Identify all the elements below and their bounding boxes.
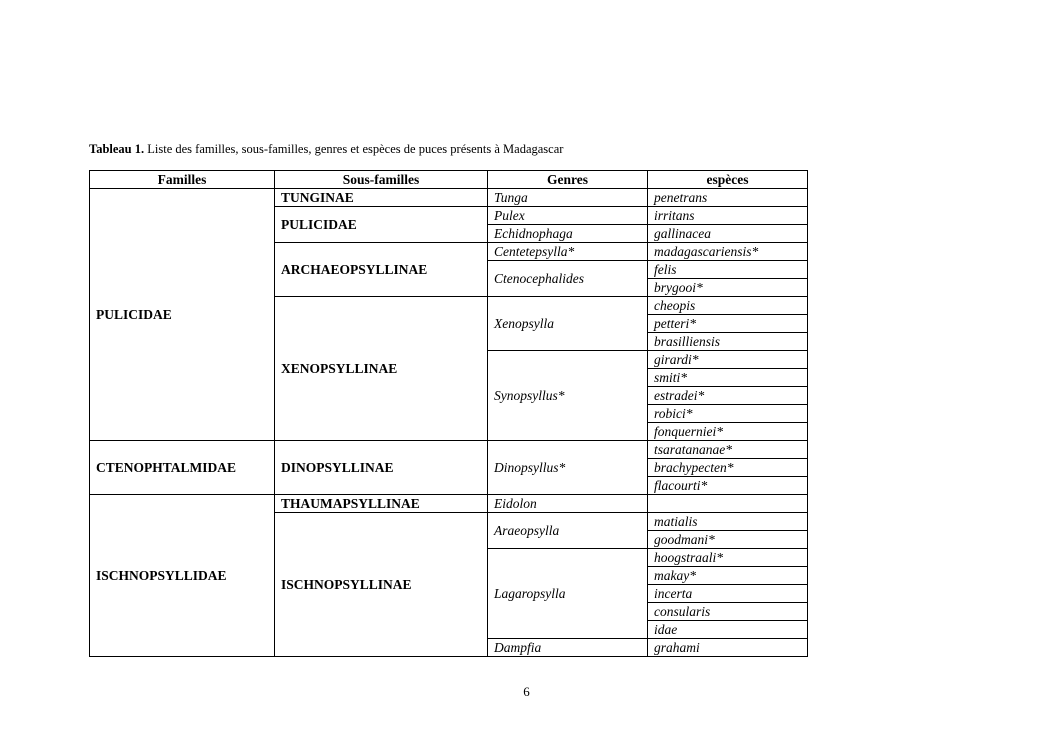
genus-cell: Araeopsylla [488,513,648,549]
species-cell [648,495,808,513]
species-cell: goodmani* [648,531,808,549]
species-cell: petteri* [648,315,808,333]
species-cell: hoogstraali* [648,549,808,567]
header-genres: Genres [488,171,648,189]
table-row [90,441,808,459]
species-cell: irritans [648,207,808,225]
genus-cell: Tunga [488,189,648,207]
species-cell: girardi* [648,351,808,369]
species-cell: cheopis [648,297,808,315]
table-row [90,495,808,513]
genus-cell: Synopsyllus* [488,351,648,441]
page-number: 6 [523,684,530,699]
species-cell: flacourti* [648,477,808,495]
species-cell: madagascariensis* [648,243,808,261]
genus-cell: Dampfia [488,639,648,657]
species-cell: makay* [648,567,808,585]
species-cell: incerta [648,585,808,603]
header-sous-familles: Sous-familles [275,171,488,189]
species-cell: fonquerniei* [648,423,808,441]
species-cell: penetrans [648,189,808,207]
species-cell: grahami [648,639,808,657]
species-cell: matialis [648,513,808,531]
subfamily-cell: THAUMAPSYLLINAE [275,495,488,513]
caption-label: Tableau 1. [89,142,145,156]
species-cell: brachypecten* [648,459,808,477]
species-cell: idae [648,621,808,639]
species-cell: gallinacea [648,225,808,243]
species-cell: smiti* [648,369,808,387]
genus-cell: Centetepsylla* [488,243,648,261]
header-familles: Familles [90,171,275,189]
caption-text: Liste des familles, sous-familles, genres et espèces de puces présents à Madagascar [144,142,564,156]
genus-cell: Lagaropsylla [488,549,648,639]
family-cell: ISCHNOPSYLLIDAE [90,495,275,657]
genus-cell: Eidolon [488,495,648,513]
species-cell: brygooi* [648,279,808,297]
table-row [90,189,808,207]
species-cell: estradei* [648,387,808,405]
table-caption [89,142,563,157]
flea-taxonomy-table [89,170,808,657]
genus-cell: Pulex [488,207,648,225]
subfamily-cell: TUNGINAE [275,189,488,207]
genus-cell: Xenopsylla [488,297,648,351]
subfamily-cell: PULICIDAE [275,207,488,243]
species-cell: consularis [648,603,808,621]
species-cell: brasilliensis [648,333,808,351]
species-cell: robici* [648,405,808,423]
table-header-row [90,171,808,189]
header-especes: espèces [648,171,808,189]
genus-cell: Dinopsyllus* [488,441,648,495]
genus-cell: Ctenocephalides [488,261,648,297]
subfamily-cell: DINOPSYLLINAE [275,441,488,495]
subfamily-cell: ARCHAEOPSYLLINAE [275,243,488,297]
family-cell: CTENOPHTALMIDAE [90,441,275,495]
species-cell: felis [648,261,808,279]
subfamily-cell: XENOPSYLLINAE [275,297,488,441]
subfamily-cell: ISCHNOPSYLLINAE [275,513,488,657]
family-cell: PULICIDAE [90,189,275,441]
species-cell: tsaratananae* [648,441,808,459]
genus-cell: Echidnophaga [488,225,648,243]
